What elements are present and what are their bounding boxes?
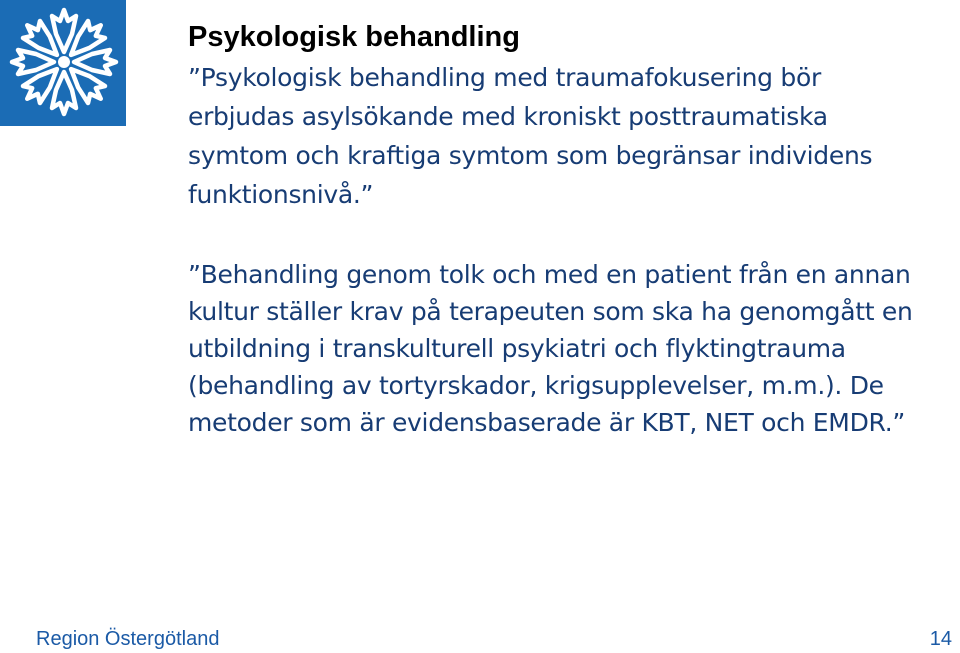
page-number: 14	[929, 628, 952, 650]
footer-brand: Region Östergötland	[36, 628, 220, 650]
cornflower-icon	[6, 4, 122, 120]
slide-title: Psykologisk behandling	[188, 21, 520, 53]
quote-paragraph-1: ”Psykologisk behandling med traumafokusering bör erbjudas asylsökande med kroniskt posttraumatiska symtom och kraftiga symtom som begränsar individens funktionsnivå.”	[188, 63, 873, 209]
quote-paragraph-2: ”Behandling genom tolk och med en patient från en annan kultur ställer krav på terapeuten som ska ha genomgått en utbildning i transkulturell psykiatri och flyktingtrauma (behandling av tortyrskador, krigsupplevelser, m.m.). De metoder som är evidensbaserade är KBT, NET och EMDR.”	[188, 260, 913, 437]
logo	[0, 0, 126, 126]
